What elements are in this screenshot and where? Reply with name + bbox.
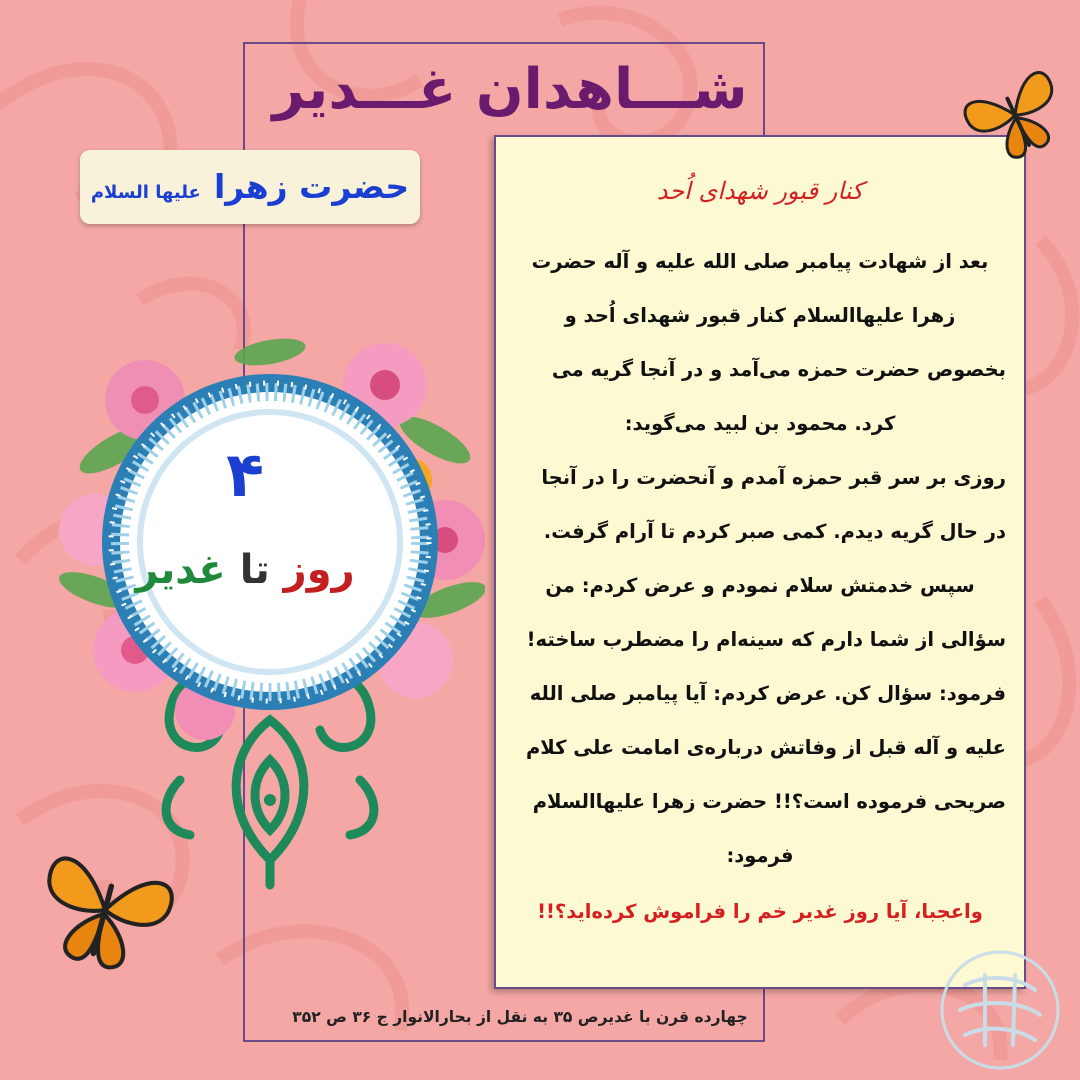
panel-line: فرمود: (726, 844, 794, 867)
word-ghadir: غدیر (135, 547, 226, 593)
panel-line: روزی بر سر قبر حمزه آمدم و آنحضرت را در آنجا (541, 466, 1006, 489)
days-count: ۴ (226, 438, 264, 511)
panel-body (514, 235, 1006, 939)
subtitle-honorific: علیها السلام (90, 182, 201, 203)
text-panel (494, 135, 1026, 989)
subtitle-main: حضرت زهرا (213, 167, 410, 206)
calligraphy-seal (935, 945, 1065, 1075)
butterfly-icon (30, 835, 180, 985)
panel-line: زهرا علیهاالسلام کنار قبور شهدای اُحد و (564, 304, 956, 327)
panel-quote: واعجبا، آیا روز غدیر خم را فراموش کرده‌اید؟!! (537, 900, 983, 923)
panel-line: سپس خدمتش سلام نمودم و عرض کردم: من (545, 574, 975, 597)
frame-line-top (243, 42, 765, 44)
days-label (130, 540, 360, 600)
panel-heading: کنار قبور شهدای اُحد (656, 177, 864, 205)
panel-line: کرد. محمود بن لبید می‌گوید: (624, 412, 896, 435)
subtitle-box (80, 150, 420, 224)
panel-line: صریحی فرموده است؟!! حضرت زهرا علیهاالسلام (532, 790, 1006, 813)
panel-line: فرمود: سؤال کن. عرض کردم: آیا پیامبر صلی الله (529, 682, 1006, 705)
frame-line-bottom (243, 1040, 765, 1042)
word-rooz: روز (283, 547, 355, 593)
source-footnote: چهارده قرن با غدیرص ۳۵ به نقل از بحارالانوار ج ۳۶ ص ۳۵۲ (292, 1008, 748, 1026)
butterfly-icon (960, 60, 1070, 170)
panel-line: بعد از شهادت پیامبر صلی الله علیه و آله حضرت (531, 250, 989, 273)
panel-line: سؤالی از شما دارم که سینه‌ام را مضطرب ساخته! (526, 628, 1006, 651)
panel-line: علیه و آله قبل از وفاتش درباره‌ی امامت علی کلام (526, 736, 1006, 759)
panel-line: در حال گریه دیدم. کمی صبر کردم تا آرام گرفت. (543, 520, 1006, 543)
page-title: شـــاهدان غـــدیر (272, 57, 748, 122)
word-ta: تا (239, 547, 270, 593)
panel-line: بخصوص حضرت حمزه می‌آمد و در آنجا گریه می (551, 358, 1006, 381)
